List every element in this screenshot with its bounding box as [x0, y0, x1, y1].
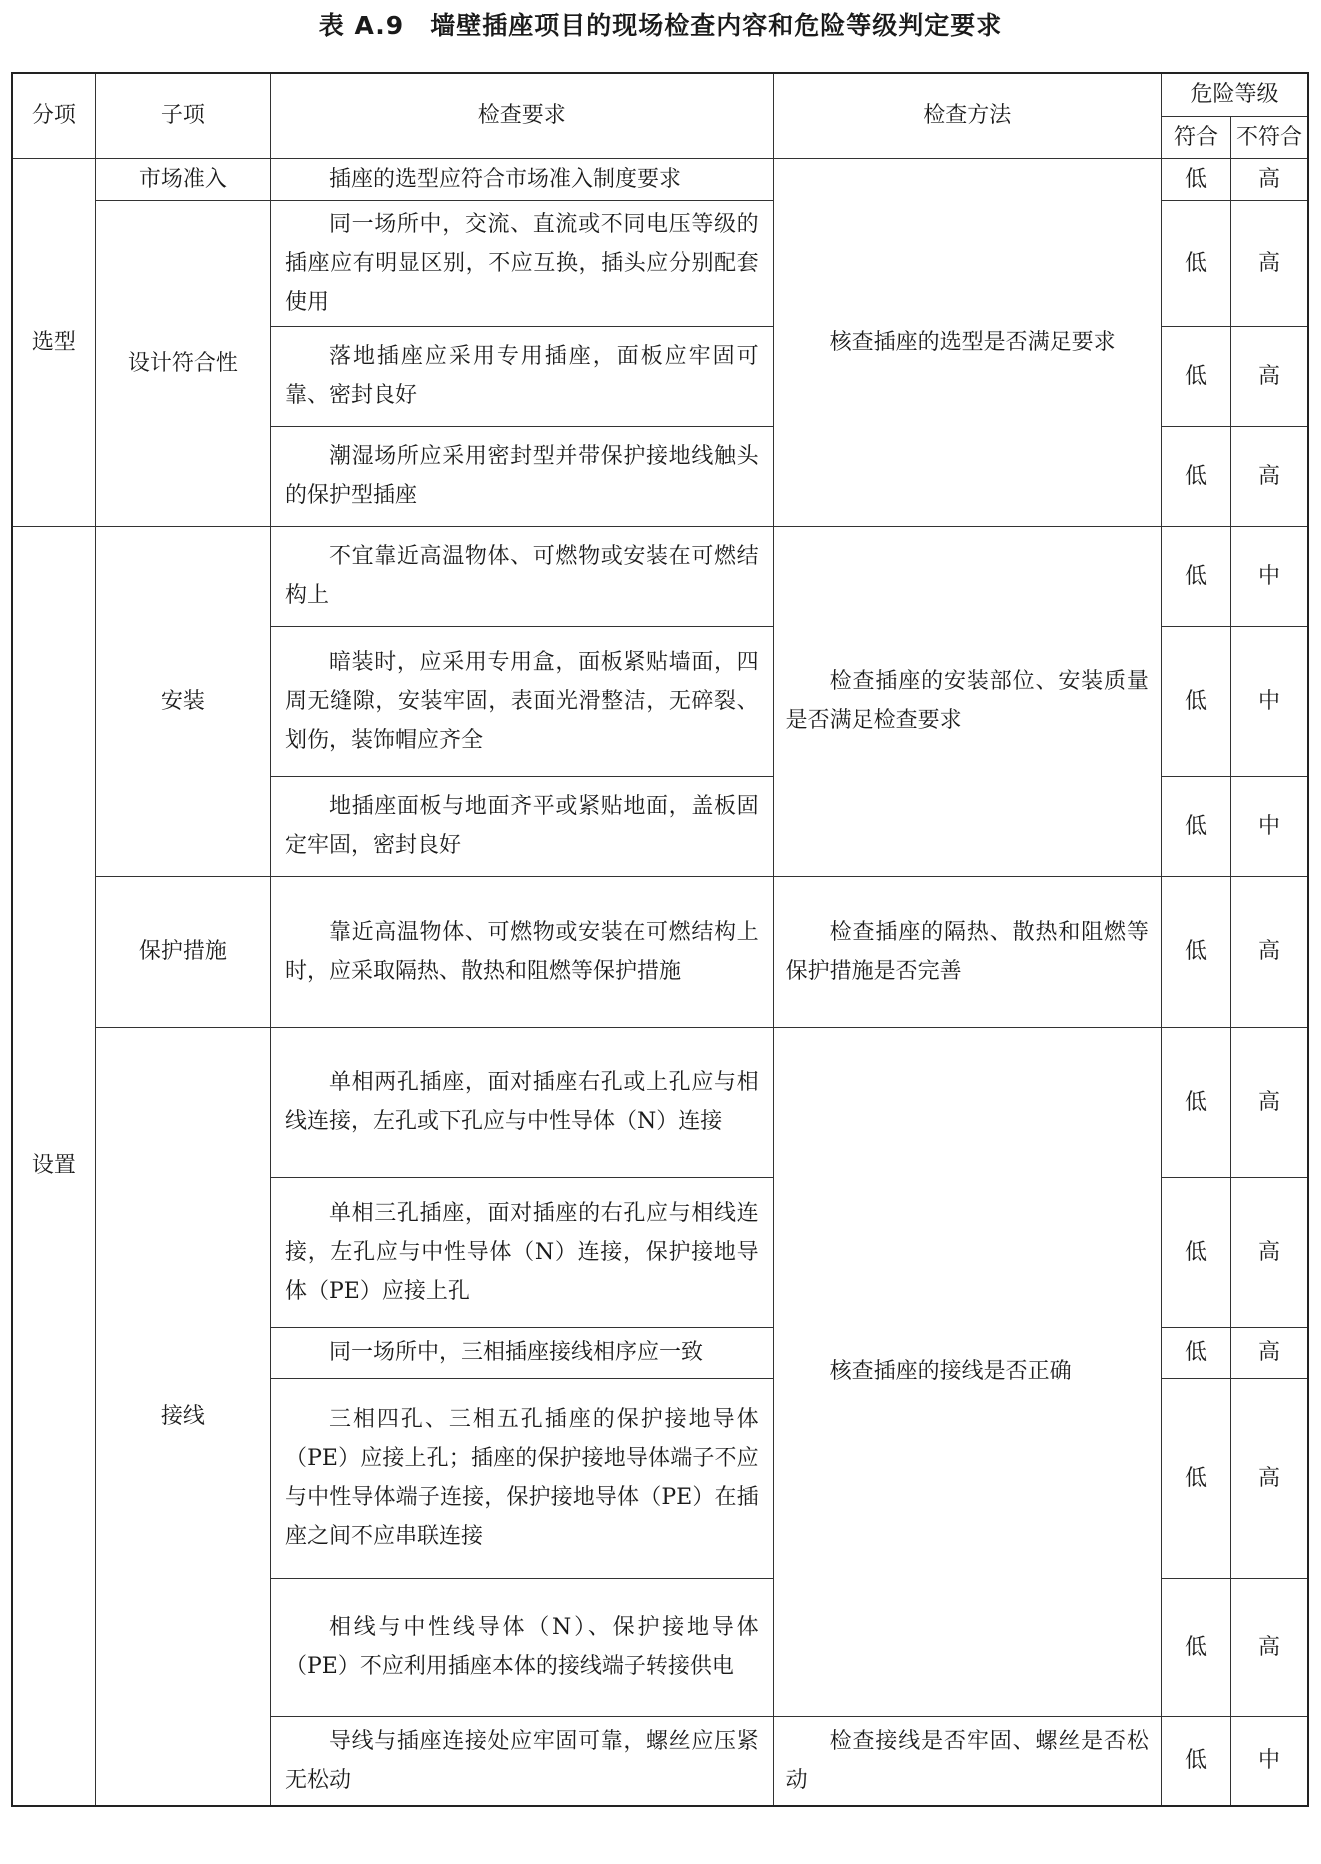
conform-level-cell: 低	[1161, 1177, 1230, 1327]
category-cell: 设置	[12, 526, 95, 1806]
conform-level-cell: 低	[1161, 200, 1230, 326]
nonconform-level-cell: 中	[1231, 626, 1308, 776]
nonconform-level-cell: 高	[1231, 1327, 1308, 1378]
conform-level-cell: 低	[1161, 776, 1230, 876]
conform-level-cell: 低	[1161, 1716, 1230, 1806]
nonconform-level-cell: 高	[1231, 326, 1308, 426]
method-cell: 核查插座的选型是否满足要求	[773, 158, 1161, 526]
subitem-cell: 设计符合性	[95, 200, 270, 526]
conform-level-cell: 低	[1161, 1378, 1230, 1578]
method-cell: 检查接线是否牢固、螺丝是否松动	[773, 1716, 1161, 1806]
requirement-cell: 导线与插座连接处应牢固可靠，螺丝应压紧无松动	[270, 1716, 773, 1806]
table-row	[12, 526, 1308, 626]
method-cell: 检查插座的安装部位、安装质量是否满足检查要求	[773, 526, 1161, 876]
requirement-cell: 地插座面板与地面齐平或紧贴地面，盖板固定牢固，密封良好	[270, 776, 773, 876]
requirement-cell: 单相两孔插座，面对插座右孔或上孔应与相线连接，左孔或下孔应与中性导体（N）连接	[270, 1027, 773, 1177]
table-row	[12, 1027, 1308, 1177]
nonconform-level-cell: 中	[1231, 1716, 1308, 1806]
nonconform-level-cell: 高	[1231, 426, 1308, 526]
table-row	[12, 158, 1308, 200]
header-category: 分项	[12, 73, 95, 158]
conform-level-cell: 低	[1161, 626, 1230, 776]
method-cell: 检查插座的隔热、散热和阻燃等保护措施是否完善	[773, 876, 1161, 1027]
header-risk-level: 危险等级	[1161, 73, 1308, 116]
table-number: 表 A.9	[318, 11, 405, 40]
conform-level-cell: 低	[1161, 526, 1230, 626]
subitem-cell: 接线	[95, 1027, 270, 1806]
table-row	[12, 876, 1308, 1027]
subitem-cell: 安装	[95, 526, 270, 876]
nonconform-level-cell: 高	[1231, 1378, 1308, 1578]
requirement-cell: 暗装时，应采用专用盒，面板紧贴墙面，四周无缝隙，安装牢固，表面光滑整洁，无碎裂、划伤，装饰帽应齐全	[270, 626, 773, 776]
subitem-cell: 市场准入	[95, 158, 270, 200]
conform-level-cell: 低	[1161, 426, 1230, 526]
requirement-cell: 相线与中性线导体（N）、保护接地导体（PE）不应利用插座本体的接线端子转接供电	[270, 1578, 773, 1716]
nonconform-level-cell: 高	[1231, 1578, 1308, 1716]
header-conform: 符合	[1161, 116, 1230, 158]
conform-level-cell: 低	[1161, 1027, 1230, 1177]
requirement-cell: 不宜靠近高温物体、可燃物或安装在可燃结构上	[270, 526, 773, 626]
conform-level-cell: 低	[1161, 1578, 1230, 1716]
category-cell: 选型	[12, 158, 95, 526]
nonconform-level-cell: 高	[1231, 200, 1308, 326]
requirement-cell: 潮湿场所应采用密封型并带保护接地线触头的保护型插座	[270, 426, 773, 526]
requirement-cell: 同一场所中，三相插座接线相序应一致	[270, 1327, 773, 1378]
header-method: 检查方法	[773, 73, 1161, 158]
header-requirement: 检查要求	[270, 73, 773, 158]
header-subitem: 子项	[95, 73, 270, 158]
requirement-cell: 落地插座应采用专用插座，面板应牢固可靠、密封良好	[270, 326, 773, 426]
nonconform-level-cell: 中	[1231, 776, 1308, 876]
requirement-cell: 单相三孔插座，面对插座的右孔应与相线连接，左孔应与中性导体（N）连接，保护接地导体（PE）应接上孔	[270, 1177, 773, 1327]
table-title	[0, 6, 1321, 42]
requirement-cell: 靠近高温物体、可燃物或安装在可燃结构上时，应采取隔热、散热和阻燃等保护措施	[270, 876, 773, 1027]
method-cell: 核查插座的接线是否正确	[773, 1027, 1161, 1716]
conform-level-cell: 低	[1161, 876, 1230, 1027]
inspection-table	[11, 72, 1309, 1807]
nonconform-level-cell: 中	[1231, 526, 1308, 626]
nonconform-level-cell: 高	[1231, 876, 1308, 1027]
table-caption: 墙壁插座项目的现场检查内容和危险等级判定要求	[430, 11, 1003, 40]
requirement-cell: 同一场所中，交流、直流或不同电压等级的插座应有明显区别，不应互换，插头应分别配套使用	[270, 200, 773, 326]
requirement-cell: 三相四孔、三相五孔插座的保护接地导体（PE）应接上孔；插座的保护接地导体端子不应与中性导体端子连接，保护接地导体（PE）在插座之间不应串联连接	[270, 1378, 773, 1578]
subitem-cell: 保护措施	[95, 876, 270, 1027]
nonconform-level-cell: 高	[1231, 1177, 1308, 1327]
requirement-cell: 插座的选型应符合市场准入制度要求	[270, 158, 773, 200]
conform-level-cell: 低	[1161, 1327, 1230, 1378]
nonconform-level-cell: 高	[1231, 158, 1308, 200]
nonconform-level-cell: 高	[1231, 1027, 1308, 1177]
conform-level-cell: 低	[1161, 158, 1230, 200]
header-nonconform: 不符合	[1231, 116, 1308, 158]
conform-level-cell: 低	[1161, 326, 1230, 426]
